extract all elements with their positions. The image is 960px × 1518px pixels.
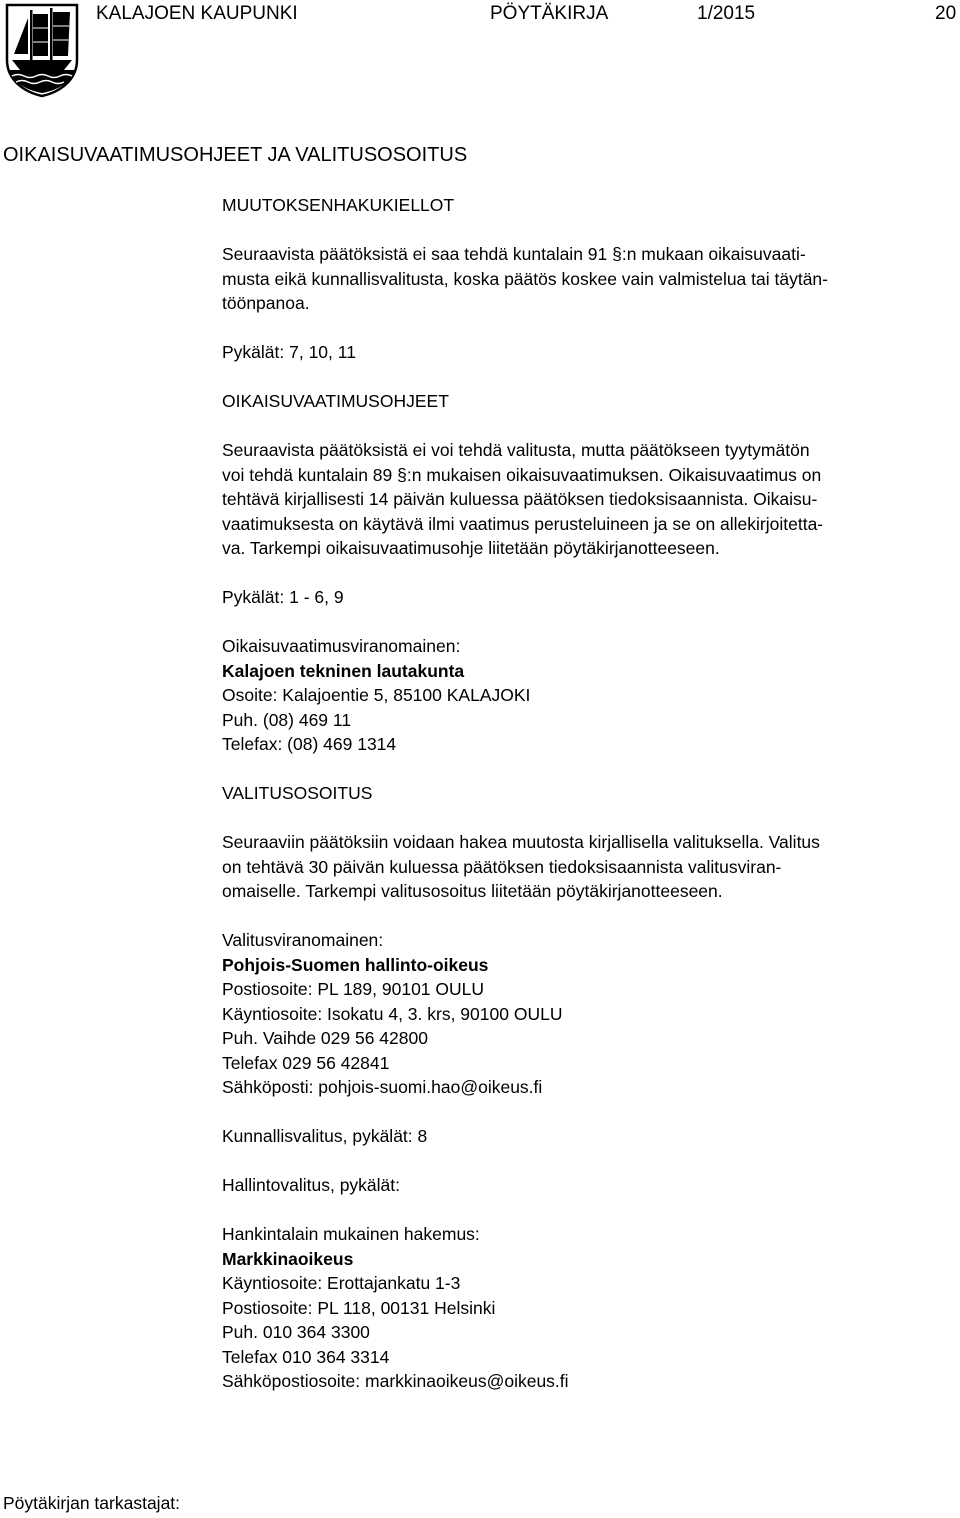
appeal-authority-name: Pohjois-Suomen hallinto-oikeus [222, 954, 489, 975]
procurement-email: Sähköpostiosoite: markkinaoikeus@oikeus.fi [222, 1371, 569, 1391]
document-type: PÖYTÄKIRJA [490, 3, 609, 24]
procurement-authority-name: Markkinaoikeus [222, 1248, 354, 1269]
appeal-ban-text: Seuraavista päätöksistä ei saa tehdä kuntalain 91 §:n mukaan oikaisuvaati- musta eikä kunnallisvalitusta, koska päätös koskee vain valmistelua tai täytän- töönpanoa. [222, 244, 828, 313]
rectification-sections: Pykälät: 1 - 6, 9 [222, 587, 344, 607]
appeal-fax: Telefax 029 56 42841 [222, 1052, 390, 1073]
appeal-authority-label: Valitusviranomainen: [222, 930, 384, 950]
rectification-address: Osoite: Kalajoentie 5, 85100 KALAJOKI [222, 685, 531, 705]
page-number: 20 [935, 3, 957, 24]
rectification-fax: Telefax: (08) 469 1314 [222, 734, 397, 754]
appeal-ban-section [222, 193, 956, 365]
appeal-ban-heading: MUUTOKSENHAKUKIELLOT [222, 195, 455, 215]
appeal-phone: Puh. Vaihde 029 56 42800 [222, 1028, 428, 1048]
document-body [222, 193, 956, 1394]
appeal-visiting-address: Käyntiosoite: Isokatu 4, 3. krs, 90100 OULU [222, 1003, 563, 1024]
procurement-phone: Puh. 010 364 3300 [222, 1322, 370, 1342]
appeal-section [222, 781, 956, 1198]
page-header [0, 0, 960, 100]
organization-name: KALAJOEN KAUPUNKI [96, 3, 298, 24]
rectification-section [222, 389, 956, 757]
procurement-postal-address: Postiosoite: PL 118, 00131 Helsinki [222, 1297, 496, 1318]
rectification-authority-name: Kalajoen tekninen lautakunta [222, 660, 465, 681]
procurement-section [222, 1222, 956, 1394]
appeal-ban-sections: Pykälät: 7, 10, 11 [222, 342, 356, 362]
procurement-fax: Telefax 010 364 3314 [222, 1346, 390, 1367]
procurement-label: Hankintalain mukainen hakemus: [222, 1224, 480, 1244]
document-number: 1/2015 [697, 3, 756, 24]
municipal-appeal-sections: Kunnallisvalitus, pykälät: 8 [222, 1126, 428, 1146]
procurement-visiting-address: Käyntiosoite: Erottajankatu 1-3 [222, 1273, 461, 1293]
administrative-appeal-sections: Hallintovalitus, pykälät: [222, 1175, 400, 1195]
appeal-text: Seuraaviin päätöksiin voidaan hakea muutosta kirjallisella valituksella. Valitus on tehtävä 30 päivän kuluessa päätöksen tiedoksisaannista valitusviran- omaiselle. Tarkempi valitusosoitus liitetään pöytäkirjanotteeseen. [222, 832, 820, 901]
appeal-postal-address: Postiosoite: PL 189, 90101 OULU [222, 979, 485, 999]
ship-crest-icon [4, 2, 80, 98]
rectification-heading: OIKAISUVAATIMUSOHJEET [222, 391, 449, 411]
appeal-heading: VALITUSOSOITUS [222, 783, 373, 803]
page-title: OIKAISUVAATIMUSOHJEET JA VALITUSOSOITUS [3, 144, 468, 166]
rectification-authority-label: Oikaisuvaatimusviranomainen: [222, 636, 461, 656]
rectification-phone: Puh. (08) 469 11 [222, 709, 352, 730]
reviewers-label: Pöytäkirjan tarkastajat: [3, 1493, 181, 1513]
rectification-text: Seuraavista päätöksistä ei voi tehdä valitusta, mutta päätökseen tyytymätön voi tehdä kuntalain 89 §:n mukaisen oikaisuvaatimuksen. Oikaisuvaatimus on tehtävä kirjallisesti 14 päivän kuluessa päätöksen tiedoksisaannista. Oikaisu- vaatimuksesta on käytävä ilmi vaatimus perusteluineen ja se on allekirjoitetta- va. Tarkempi oikaisuvaatimusohje liitetään pöytäkirjanotteeseen. [222, 440, 824, 558]
appeal-email: Sähköposti: pohjois-suomi.hao@oikeus.fi [222, 1077, 543, 1097]
